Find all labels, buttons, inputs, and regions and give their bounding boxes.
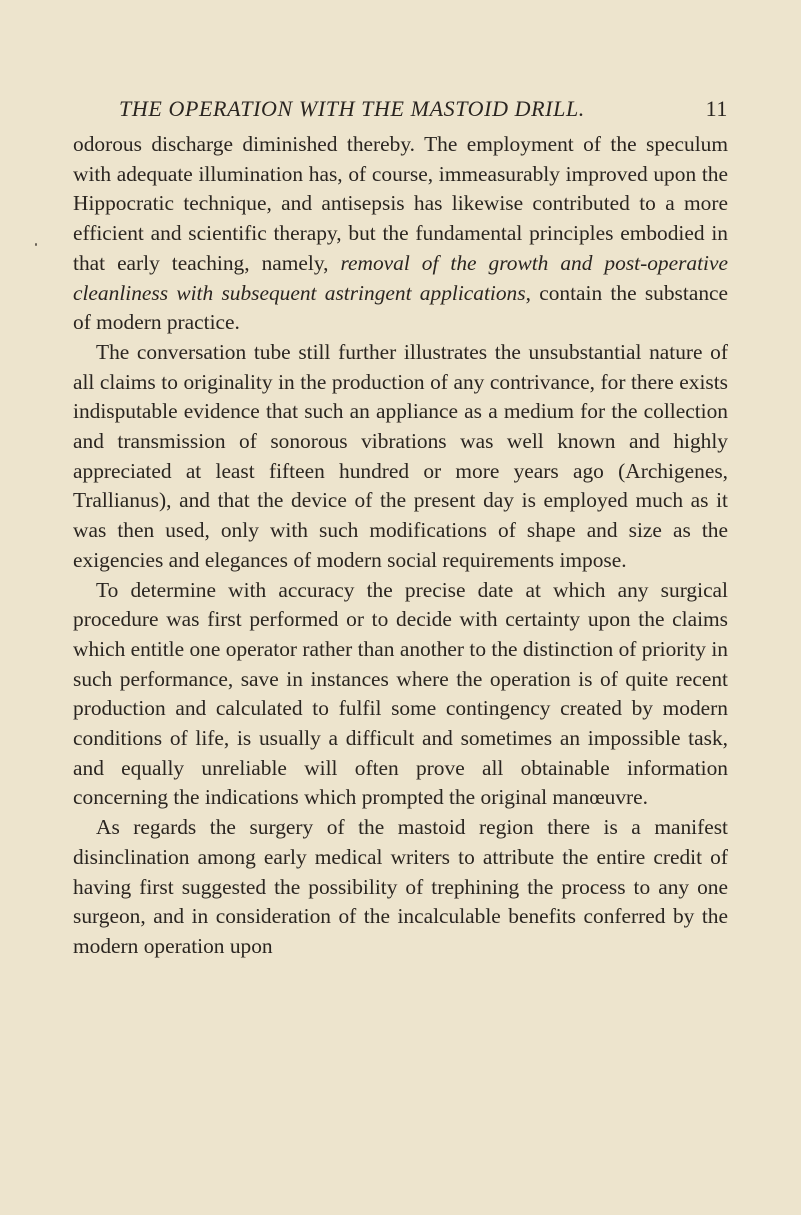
paragraph-4 [73, 813, 728, 962]
running-title: THE OPERATION WITH THE MASTOID DRILL. [119, 96, 585, 121]
paragraph-1 [73, 130, 728, 338]
paragraph-text: To determine with accuracy the precise date at which any surgical procedure was first performed or to decide with certainty upon the claims which entitle one operator rather than another to the distinction of priority in such performance, save in instances where the operation is of quite recent production and calculated to fulfil some contingency created by modern conditions of life, is usually a difficult and sometimes an impossible task, and equally unreliable will often prove all obtainable information concerning the indications which prompted the original manœuvre. [73, 577, 728, 810]
paragraph-text: , contain the substance of modern practice. [73, 280, 729, 335]
paragraph-3 [73, 576, 728, 814]
page-number: 11 [705, 96, 728, 121]
book-page [73, 96, 728, 962]
running-header [73, 96, 728, 130]
paragraph-text: odorous discharge diminished thereby. The employment of the speculum with adequate illumination has, of course, immeasurably improved upon the Hippocratic technique, and antisepsis has likewise contributed to a more efficient and scientific therapy, but the fundamental principles embodied in that early teaching, namely, [73, 132, 728, 275]
paragraph-text: As regards the surgery of the mastoid region there is a manifest disinclination among early medical writers to attribute the entire credit of having first suggested the possibility of trephining the process to any one surgeon, and in consideration of the incalculable benefits conferred by the modern operation upon [73, 815, 728, 958]
paragraph-2 [73, 338, 728, 576]
italic-phrase: removal of the growth and post-operative cleanliness with subsequent astringent applications [73, 250, 728, 305]
body-text [73, 130, 728, 962]
paragraph-text: The conversation tube still further illustrates the unsubstantial nature of all claims to originality in the production of any contrivance, for there exists indisputable evidence that such an appliance as a medium for the collection and transmission of sonorous vibrations was well known and highly appreciated at least fifteen hundred or more years ago (Archigenes, Trallianus), and that the device of the present day is employed much as it was then used, only with such modifications of shape and size as the exigencies and elegances of modern social requirements impose. [73, 339, 728, 572]
page-speck [35, 243, 37, 246]
